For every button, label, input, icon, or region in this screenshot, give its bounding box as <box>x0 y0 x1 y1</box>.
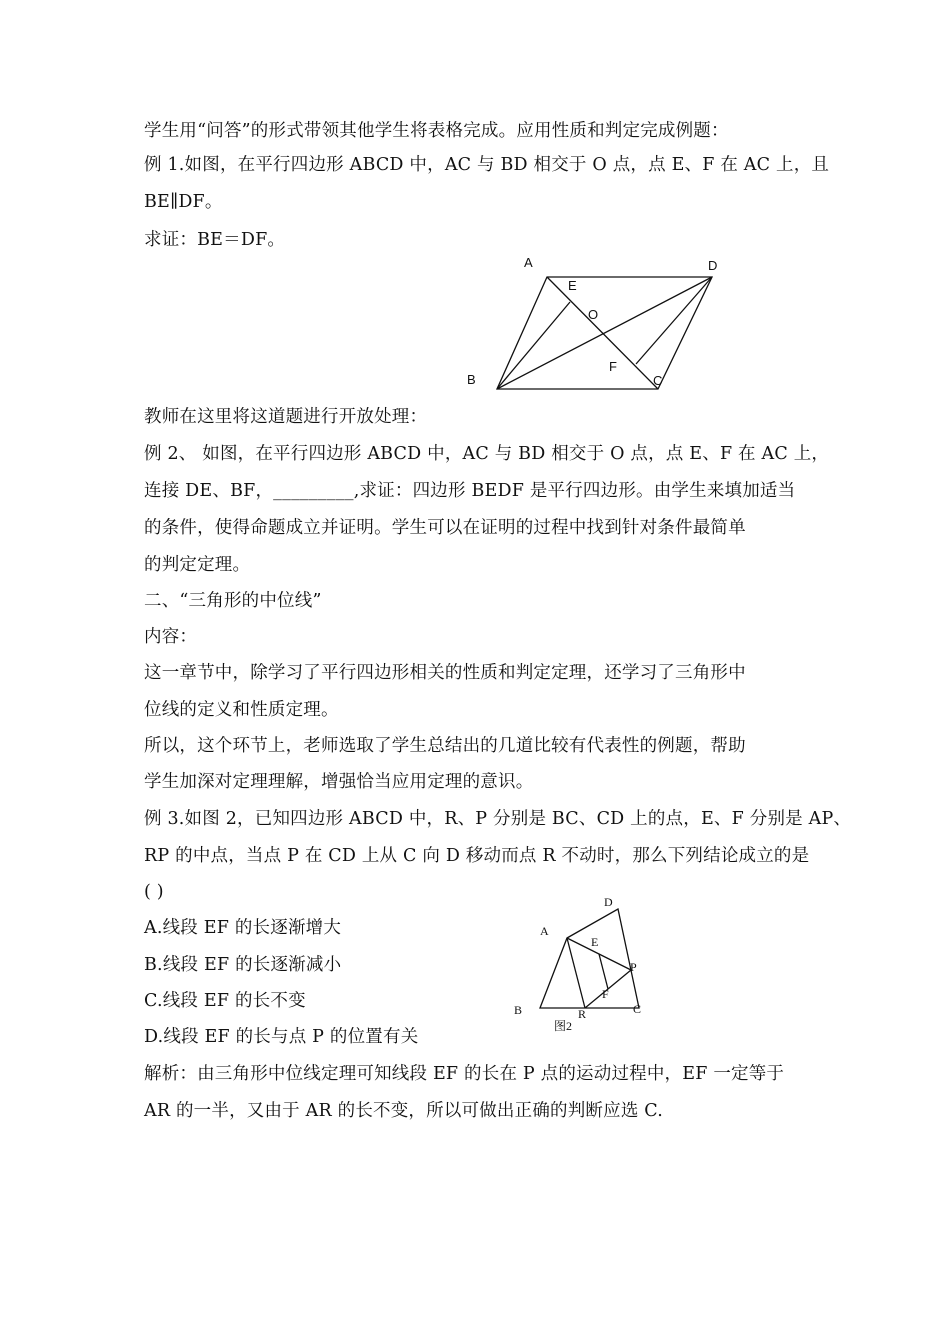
figure-2-quadrilateral <box>505 880 665 1040</box>
label-d: D <box>708 258 718 273</box>
label-b: B <box>467 372 476 387</box>
label-o: O <box>588 307 599 322</box>
diagonal-bd <box>497 277 712 389</box>
text-line-13: 位线的定义和性质定理。 <box>144 700 339 720</box>
quadrilateral-abcd <box>540 909 639 1008</box>
label-r: R <box>578 1007 587 1021</box>
diagonal-ac <box>547 277 658 389</box>
example-3-answer-blank: ( ) <box>144 882 164 902</box>
text-line-15: 学生加深对定理理解，增强恰当应用定理的意识。 <box>144 772 534 792</box>
text-line-12: 这一章节中，除学习了平行四边形相关的性质和判定定理，还学习了三角形中 <box>144 663 746 683</box>
example-1-prove: 求证：BE＝DF。 <box>144 230 286 250</box>
analysis-line-2: AR 的一半，又由于 AR 的长不变，所以可做出正确的判断应选 C. <box>144 1101 664 1121</box>
segment-ef <box>599 954 608 989</box>
label-e: E <box>568 278 577 293</box>
label-d: D <box>604 895 613 909</box>
example-1-line-1: 例 1.如图，在平行四边形 ABCD 中，AC 与 BD 相交于 O 点，点 E、F 在 AC 上，且 <box>144 155 830 175</box>
example-1-line-2: BE∥DF。 <box>144 192 223 212</box>
segment-be <box>497 302 570 389</box>
section-heading: 二、“三角形的中位线” <box>144 591 322 611</box>
example-2-line-3: 的条件，使得命题成立并证明。学生可以在证明的过程中找到针对条件最简单 <box>144 518 746 538</box>
example-2-line-1: 例 2、 如图，在平行四边形 ABCD 中，AC 与 BD 相交于 O 点，点 E、F 在 AC 上， <box>144 444 830 464</box>
example-3-line-2: RP 的中点，当点 P 在 CD 上从 C 向 D 移动而点 R 不动时，那么下列结论成立的是 <box>144 846 810 866</box>
option-b: B.线段 EF 的长逐渐减小 <box>144 955 342 975</box>
label-f: F <box>609 359 617 374</box>
label-p: P <box>630 960 637 974</box>
option-d: D.线段 EF 的长与点 P 的位置有关 <box>144 1027 419 1047</box>
label-a: A <box>540 924 549 938</box>
example-3-line-1: 例 3.如图 2，已知四边形 ABCD 中，R、P 分别是 BC、CD 上的点，E、F 分别是 AP、 <box>144 809 852 829</box>
label-e: E <box>591 935 599 949</box>
label-c: C <box>633 1002 642 1016</box>
example-2-line-4: 的判定定理。 <box>144 555 251 575</box>
analysis-line-1: 解析：由三角形中位线定理可知线段 EF 的长在 P 点的运动过程中，EF 一定等于 <box>144 1064 785 1084</box>
option-c: C.线段 EF 的长不变 <box>144 991 306 1011</box>
label-a: A <box>524 255 533 270</box>
label-b: B <box>514 1003 523 1017</box>
figure-2-caption: 图2 <box>554 1019 573 1033</box>
figure-1-parallelogram <box>460 250 730 400</box>
text-line-5: 教师在这里将这道题进行开放处理： <box>144 407 428 427</box>
example-2-line-2: 连接 DE、BF，_________,求证：四边形 BEDF 是平行四边形。由学生来填加适当 <box>144 481 796 501</box>
text-line-1: 学生用“问答”的形式带领其他学生将表格完成。应用性质和判定完成例题： <box>144 121 729 141</box>
label-f: F <box>602 987 609 1001</box>
segment-ar <box>567 938 585 1008</box>
segment-df <box>636 277 712 364</box>
label-c: C <box>653 373 663 388</box>
text-line-14: 所以，这个环节上，老师选取了学生总结出的几道比较有代表性的例题，帮助 <box>144 736 746 756</box>
content-label: 内容： <box>144 627 198 647</box>
option-a: A.线段 EF 的长逐渐增大 <box>144 918 342 938</box>
